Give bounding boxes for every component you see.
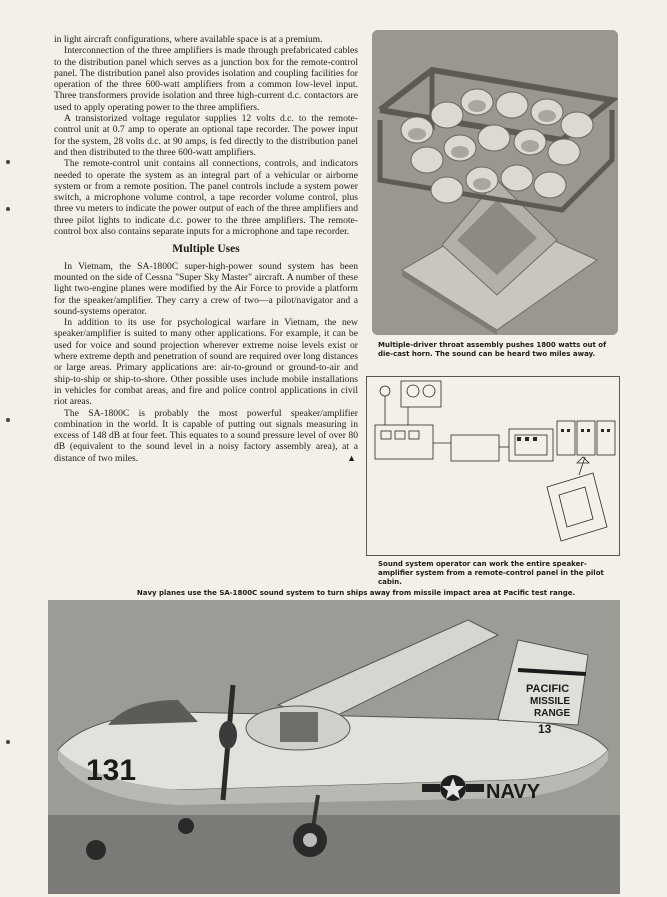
paragraph: Interconnection of the three amplifiers is made through prefabricated cables to the distribution panel which serves as a junction box for the remote-control panel. The distribution panel also provides isolation and coupling facilities for operation of the three 600-watt amplifiers from a common low-level input. Three transformers provide isolation and three high-current d.c. contactors are used to apply operating power to the three amplifiers. (54, 45, 358, 113)
system-diagram-drawing (367, 377, 619, 555)
end-mark: ▲ (347, 452, 356, 463)
horn-assembly-photo (372, 30, 618, 335)
plane-number: 131 (86, 754, 137, 787)
diagram-caption: Sound system operator can work the entire speaker-amplifier system from a remote-control panel in the pilot cabin. (378, 560, 604, 586)
system-diagram (366, 376, 620, 556)
margin-dot (6, 160, 10, 164)
tail-number: 13 (538, 722, 552, 736)
margin-dot (6, 207, 10, 211)
horn-assembly-illustration (372, 30, 618, 335)
horn-photo-caption: Multiple-driver throat assembly pushes 1800 watts out of die-cast horn. The sound can be heard two miles away. (378, 341, 607, 358)
margin-dot (6, 740, 10, 744)
tail-text-line3: RANGE (534, 708, 571, 719)
paragraph: In addition to its use for psychological warfare in Vietnam, the new speaker/amplifier is suited to many other applications. For example, it can be used for voice and sound projection wherever extreme noise levels exist or where extreme depth and penetration of sound are required over long distances or large areas. Primary applications are: air-to-ground or ground-to-air and ship-to-ship or ship-to-shore. Other possible uses include mobile installations in vehicles for combat areas, and fire and police control applications in civil riot areas. (54, 317, 358, 408)
paragraph-text: The SA-1800C is probably the most powerful speaker/amplifier combination in the world. It is capable of putting out signals measuring in excess of 148 dB at four feet. This equates to a sound pressure level of over 80 dB (equivalent to the sound level in a noisy factory assembly area), at a distance of two miles. (54, 407, 358, 464)
navy-marking: NAVY (486, 781, 541, 803)
paragraph (54, 408, 358, 464)
paragraph: A transistorized voltage regulator supplies 12 volts d.c. to the remote-control unit at 0.7 amp to operate an optional tape recorder. The power input for the system, 28 volts d.c. at 90 amps, is fed directly to the distribution panel and then distributed to the three 600-watt amplifiers. (54, 113, 358, 158)
section-heading: Multiple Uses (172, 243, 240, 256)
margin-dot (6, 418, 10, 422)
navy-photo-caption: Navy planes use the SA-1800C sound system to turn ships away from missile impact area at Pacific test range. (136, 589, 576, 597)
tail-text-line1: PACIFIC (526, 683, 570, 695)
paragraph: The remote-control unit contains all connections, controls, and indicators needed to operate the system as an integral part of a vehicular or airborne system or from a remote position. The panel controls include a system power switch, a microphone volume control, a tape recorder volume control, plus three vu meters to indicate the power output of each of the three amplifiers and three pilot lights to indicate d.c. power to the three amplifiers. The remote-control box also contains separate inputs for a microphone and tape recorder. (54, 158, 358, 238)
article-column (54, 34, 358, 464)
paragraph: in light aircraft configurations, where available space is at a premium. (54, 34, 323, 45)
tail-text-line2: MISSILE (530, 696, 571, 707)
navy-aircraft-photo (48, 600, 620, 894)
paragraph: In Vietnam, the SA-1800C super-high-power sound system has been mounted on the side of Cessna "Super Sky Master" aircraft. A number of these light two-engine planes were modified by the Air Force to provide a platform for the speaker/amplifier. They carry a crew of two—a pilot/navigator and a sound-systems operator. (54, 260, 358, 317)
navy-aircraft-illustration (48, 600, 620, 894)
